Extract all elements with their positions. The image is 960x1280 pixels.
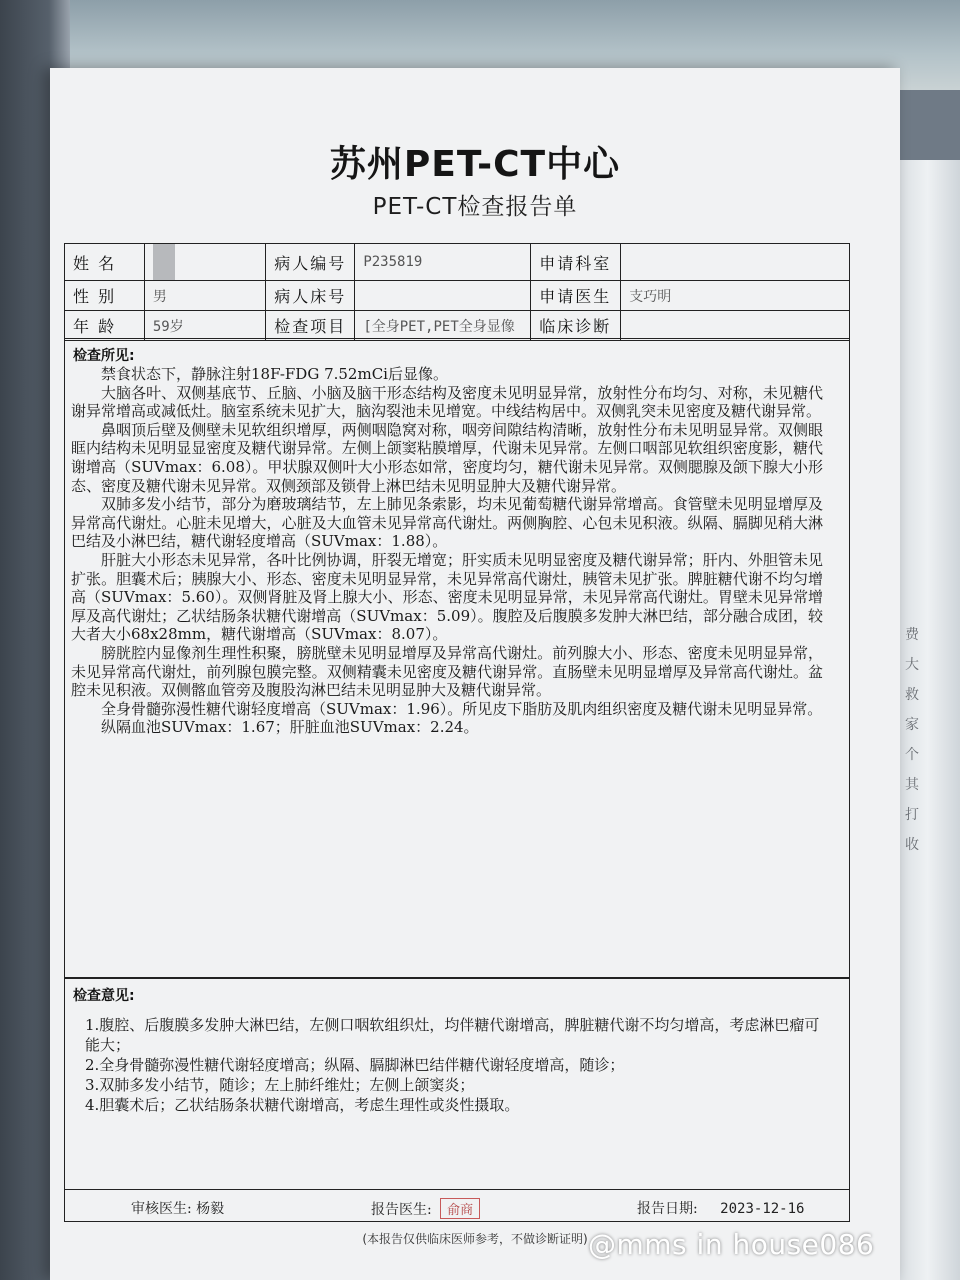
findings-text [71,365,823,737]
findings-section [64,338,850,978]
bed-label: 病人床号 [266,281,355,311]
name-label: 姓 名 [65,244,145,281]
findings-paragraph: 双肺多发小结节，部分为磨玻璃结节，左上肺见条索影，均未见葡萄糖代谢异常增高。食管壁未见明显增厚及异常高代谢灶。心脏未见增大，心脏及大血管未见异常高代谢灶。两侧胸腔、心包未见积液。纵隔、膈脚见稍大淋巴结及小淋巴结，糖代谢轻度增高（SUVmax：1.88）。 [71,495,823,551]
reporter-value: 俞商 [440,1198,480,1219]
age-value: 59岁 [144,311,265,341]
report-page [50,68,900,1280]
doctor-label: 申请医生 [531,281,621,311]
reviewer [131,1198,224,1218]
side-sheet-text [905,620,950,860]
exam-value: [全身PET,PET全身显像 [355,311,531,341]
findings-paragraph: 禁食状态下，静脉注射18F-FDG 7.52mCi后显像。 [101,365,448,383]
date-value: 2023-12-16 [720,1201,805,1217]
doctor-value: 支巧明 [621,281,850,311]
signature-row [64,1190,850,1222]
disclaimer: (本报告仅供临床医师参考，不做诊断证明) [362,1232,588,1246]
opinion-label: 检查意见: [73,988,135,1004]
side-char: 家 [905,717,919,733]
side-char: 收 [905,837,919,853]
reviewer-label: 审核医生: [131,1201,192,1217]
opinion-item: 1.腹腔、后腹膜多发肿大淋巴结，左侧口咽软组织灶，均伴糖代谢增高，脾脏糖代谢不均匀增高，考虑淋巴瘤可能大； [85,1016,820,1054]
reporter-label: 报告医生: [371,1202,432,1218]
diag-label: 临床诊断 [531,311,621,341]
side-char: 费 [905,627,919,643]
dept-label: 申请科室 [531,244,621,281]
name-value [144,244,265,281]
reporter [371,1198,480,1219]
gender-value: 男 [144,281,265,311]
findings-paragraph: 肝脏大小形态未见异常，各叶比例协调，肝裂无增宽；肝实质未见明显密度及糖代谢异常；肝内、外胆管未见扩张。胆囊术后；胰腺大小、形态、密度未见明显异常，未见异常高代谢灶，胰管未见扩张。脾脏糖代谢不均匀增高（SUVmax：5.60）。双侧肾脏及肾上腺大小、形态、密度未见明显异常，未见异常高代谢灶。胃壁未见异常增厚及高代谢灶；乙状结肠条状糖代谢增高（SUVmax：5.09）。腹腔及后腹膜多发肿大淋巴结，部分融合成团，较大者大小68x28mm，糖代谢增高（SUVmax：8.07）。 [71,550,823,644]
opinion-item: 2.全身骨髓弥漫性糖代谢轻度增高；纵隔、膈脚淋巴结伴糖代谢轻度增高，随诊； [85,1056,625,1074]
findings-paragraph: 大脑各叶、双侧基底节、丘脑、小脑及脑干形态结构及密度未见明显异常，放射性分布均匀、对称，未见糖代谢异常增高或减低灶。脑室系统未见扩大，脑沟裂池未见增宽。中线结构居中。双侧乳突未见密度及糖代谢异常。 [71,383,823,421]
patient-info-table [64,243,850,341]
patient-id-value: P235819 [355,244,531,281]
findings-label: 检查所见: [73,348,135,364]
diag-value [621,311,850,341]
side-char: 打 [905,807,919,823]
dept-value [621,244,850,281]
opinion-section [64,978,850,1190]
findings-paragraph: 全身骨髓弥漫性糖代谢轻度增高（SUVmax：1.96）。所见皮下脂肪及肌肉组织密度及糖代谢未见明显异常。 [101,699,823,718]
report-title: 苏州PET-CT中心 [329,144,621,185]
side-char: 其 [905,777,919,793]
report-date [637,1198,804,1218]
report-subtitle: PET-CT检查报告单 [372,194,578,220]
gender-label: 性 别 [65,281,145,311]
reviewer-value: 杨毅 [196,1201,225,1217]
opinion-item: 3.双肺多发小结节，随诊；左上肺纤维灶；左侧上颌窦炎； [85,1076,475,1094]
findings-paragraph: 鼻咽顶后壁及侧壁未见软组织增厚，两侧咽隐窝对称，咽旁间隙结构清晰，放射性分布未见明显异常。双侧眼眶内结构未见明显显密度及糖代谢异常。左侧上颌窦粘膜增厚，代谢未见异常。左侧口咽部见软组织密度影，糖代谢增高（SUVmax：6.08）。甲状腺双侧叶大小形态如常，密度均匀，糖代谢未见异常。双侧腮腺及颌下腺大小形态、密度及糖代谢未见异常。双侧颈部及锁骨上淋巴结未见明显肿大及糖代谢异常。 [71,420,823,495]
findings-paragraph: 纵隔血池SUVmax：1.67；肝脏血池SUVmax：2.24。 [101,718,479,737]
side-char: 大 [905,657,919,673]
age-label: 年 龄 [65,311,145,341]
patient-id-label: 病人编号 [266,244,355,281]
findings-paragraph: 膀胱腔内显像剂生理性积聚，膀胱壁未见明显增厚及异常高代谢灶。前列腺大小、形态、密度未见明显异常，未见异常高代谢灶，前列腺包膜完整。双侧精囊未见密度及糖代谢异常。直肠壁未见明显增厚及异常高代谢灶。盆腔未见积液。双侧髂血管旁及腹股沟淋巴结未见明显肿大及糖代谢异常。 [71,643,823,700]
redaction-block [153,244,175,280]
bed-value [355,281,531,311]
exam-label: 检查项目 [266,311,355,341]
watermark: @mms in house086 [588,1228,875,1261]
date-label: 报告日期: [637,1201,698,1217]
side-char: 个 [905,747,919,763]
opinion-list [85,1015,825,1115]
side-char: 救 [905,687,919,703]
opinion-item: 4.胆囊术后；乙状结肠条状糖代谢增高，考虑生理性或炎性摄取。 [85,1096,520,1114]
